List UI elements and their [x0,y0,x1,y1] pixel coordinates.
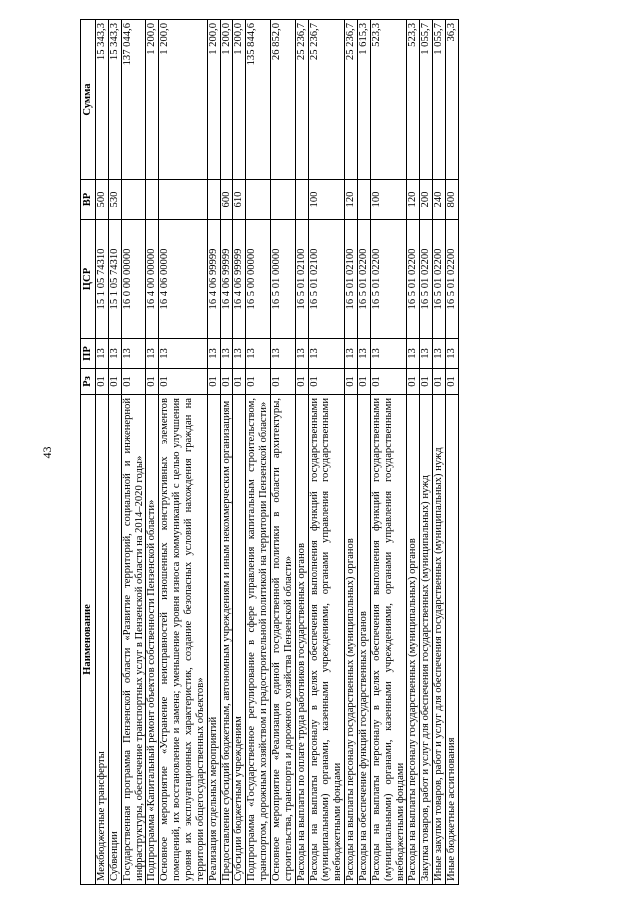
cell-sum: 36,3 [446,20,459,180]
cell-sum: 523,3 [370,20,407,180]
cell-csr: 16 5 01 02100 [308,220,345,339]
cell-vr: 120 [345,180,358,220]
cell-pr: 13 [220,339,233,369]
table-row [108,20,121,885]
cell-vr: 610 [233,180,246,220]
cell-name: Закупка товаров, работ и услуг для обеспечения государственных (муниципальных) нужд [420,395,433,885]
page-number: 43 [40,446,54,459]
cell-pr: 13 [121,339,146,369]
cell-csr: 16 4 06 99999 [207,220,220,339]
cell-vr: 100 [308,180,345,220]
cell-vr [295,180,308,220]
table-row [207,20,220,885]
cell-rz: 01 [220,369,233,395]
cell-sum: 1 200,0 [233,20,246,180]
cell-name: Расходы на обеспечение функций государственных органов [358,395,371,885]
cell-rz: 01 [446,369,459,395]
table-header-row [81,20,96,885]
cell-sum: 15 343,3 [96,20,109,180]
cell-name: Государственная программа Пензенской области «Развитие территорий, социальной и инженерной инфраструктуры, обеспечение транспортных услуг в Пензенской области на 2014–2020 годы» [121,395,146,885]
cell-csr: 16 5 01 02200 [358,220,371,339]
cell-vr: 530 [108,180,121,220]
cell-rz: 01 [246,369,271,395]
cell-pr: 13 [345,339,358,369]
cell-vr: 600 [220,180,233,220]
cell-sum: 1 615,3 [358,20,371,180]
cell-sum: 137 044,6 [121,20,146,180]
cell-pr: 13 [295,339,308,369]
col-header-csr: ЦСР [81,220,96,339]
cell-rz: 01 [159,369,207,395]
table-row [121,20,146,885]
cell-csr: 16 4 00 00000 [146,220,159,339]
cell-vr: 500 [96,180,109,220]
cell-sum: 25 236,7 [308,20,345,180]
cell-sum: 1 055,7 [433,20,446,180]
cell-name: Субвенции [108,395,121,885]
cell-name: Реализация отдельных мероприятий [207,395,220,885]
cell-csr: 16 5 00 00000 [246,220,271,339]
cell-rz: 01 [207,369,220,395]
cell-sum: 15 343,3 [108,20,121,180]
cell-vr [159,180,207,220]
cell-name: Расходы на выплаты персоналу государственных (муниципальных) органов [407,395,420,885]
cell-pr: 13 [420,339,433,369]
cell-pr: 13 [308,339,345,369]
cell-rz: 01 [295,369,308,395]
table-row [420,20,433,885]
cell-name: Предоставление субсидий бюджетным, автономным учреждениям и иным некоммерческим организациям [220,395,233,885]
cell-sum: 1 200,0 [146,20,159,180]
cell-pr: 13 [370,339,407,369]
cell-sum: 135 844,6 [246,20,271,180]
cell-rz: 01 [121,369,146,395]
cell-name: Расходы на выплаты по оплате труда работников государственных органов [295,395,308,885]
cell-pr: 13 [433,339,446,369]
cell-csr: 16 5 01 02100 [345,220,358,339]
cell-name: Подпрограмма «Капитальный ремонт объектов собственности Пензенской области» [146,395,159,885]
cell-rz: 01 [271,369,296,395]
cell-sum: 1 200,0 [207,20,220,180]
cell-sum: 1 200,0 [220,20,233,180]
cell-sum: 25 236,7 [345,20,358,180]
cell-pr: 13 [108,339,121,369]
cell-name: Субсидии бюджетным учреждениям [233,395,246,885]
cell-rz: 01 [108,369,121,395]
cell-vr: 120 [407,180,420,220]
cell-csr: 16 5 01 02200 [433,220,446,339]
table-row [370,20,407,885]
cell-rz: 01 [308,369,345,395]
table-row [146,20,159,885]
cell-name: Иные закупки товаров, работ и услуг для обеспечения государственных (муниципальных) нужд [433,395,446,885]
cell-rz: 01 [146,369,159,395]
col-header-name: Наименование [81,395,96,885]
cell-pr: 13 [146,339,159,369]
cell-sum: 1 200,0 [159,20,207,180]
table-row [96,20,109,885]
table-row [308,20,345,885]
cell-csr: 16 5 01 00000 [271,220,296,339]
cell-vr: 800 [446,180,459,220]
cell-csr: 16 4 06 99999 [220,220,233,339]
cell-csr: 15 1 05 74310 [108,220,121,339]
cell-pr: 13 [207,339,220,369]
cell-pr: 13 [159,339,207,369]
cell-pr: 13 [246,339,271,369]
table-row [246,20,271,885]
cell-name: Расходы на выплаты персоналу в целях обеспечения выполнения функций государственными (муниципальными) органами, казенными учреждениями, органами управления государственными внебюджетными фондами [308,395,345,885]
table-row [433,20,446,885]
col-header-sum: Сумма [81,20,96,180]
cell-pr: 13 [407,339,420,369]
cell-csr: 16 0 00 00000 [121,220,146,339]
cell-pr: 13 [358,339,371,369]
col-header-pr: ПР [81,339,96,369]
cell-csr: 16 4 06 99999 [233,220,246,339]
cell-vr [121,180,146,220]
cell-vr [271,180,296,220]
table-row [295,20,308,885]
cell-vr: 240 [433,180,446,220]
cell-name: Межбюджетные трансферты [96,395,109,885]
cell-pr: 13 [271,339,296,369]
cell-pr: 13 [233,339,246,369]
table-row [271,20,296,885]
cell-name: Основное мероприятие «Реализация единой государственной политики в области архитектуры, строительства, транспорта и дорожного хозяйства Пензенской области» [271,395,296,885]
cell-rz: 01 [370,369,407,395]
cell-csr: 16 5 01 02200 [446,220,459,339]
cell-csr: 16 4 06 00000 [159,220,207,339]
cell-sum: 25 236,7 [295,20,308,180]
cell-rz: 01 [233,369,246,395]
cell-rz: 01 [345,369,358,395]
table-row [159,20,207,885]
table-row [407,20,420,885]
cell-sum: 26 852,0 [271,20,296,180]
cell-rz: 01 [407,369,420,395]
cell-pr: 13 [446,339,459,369]
cell-vr: 200 [420,180,433,220]
col-header-vr: ВР [81,180,96,220]
table-row [233,20,246,885]
cell-vr [246,180,271,220]
cell-sum: 523,3 [407,20,420,180]
cell-name: Расходы на выплаты персоналу в целях обеспечения выполнения функций государственными (муниципальными) органами, казенными учреждениями, органами управления государственными внебюджетными фондами [370,395,407,885]
cell-csr: 15 1 05 74310 [96,220,109,339]
cell-csr: 16 5 01 02100 [295,220,308,339]
cell-name: Иные бюджетные ассигнования [446,395,459,885]
budget-table [80,19,459,885]
cell-rz: 01 [96,369,109,395]
cell-sum: 1 055,7 [420,20,433,180]
table-row [358,20,371,885]
cell-csr: 16 5 01 02200 [370,220,407,339]
cell-csr: 16 5 01 02200 [420,220,433,339]
cell-name: Подпрограмма «Государственное регулирование в сфере управления капитальным строительством, транспортом, дорожным хозяйством и градостроительной политикой на территории Пензенской области» [246,395,271,885]
cell-vr [207,180,220,220]
cell-name: Основное мероприятие «Устранение неисправностей изношенных конструктивных элементов помещений, их восстановление и замена; уменьшение уровня износа коммуникаций с целью улучшения уровня их эксплуатационных характеристик, создание безопасных условий нахождения граждан на территории общегосударственных объектов» [159,395,207,885]
cell-rz: 01 [420,369,433,395]
cell-rz: 01 [358,369,371,395]
cell-vr: 100 [370,180,407,220]
col-header-rz: Рз [81,369,96,395]
cell-csr: 16 5 01 02200 [407,220,420,339]
table-row [446,20,459,885]
cell-vr [146,180,159,220]
cell-rz: 01 [433,369,446,395]
cell-vr [358,180,371,220]
cell-name: Расходы на выплаты персоналу государственных (муниципальных) органов [345,395,358,885]
table-row [220,20,233,885]
table-row [345,20,358,885]
cell-pr: 13 [96,339,109,369]
table-body [96,20,459,885]
